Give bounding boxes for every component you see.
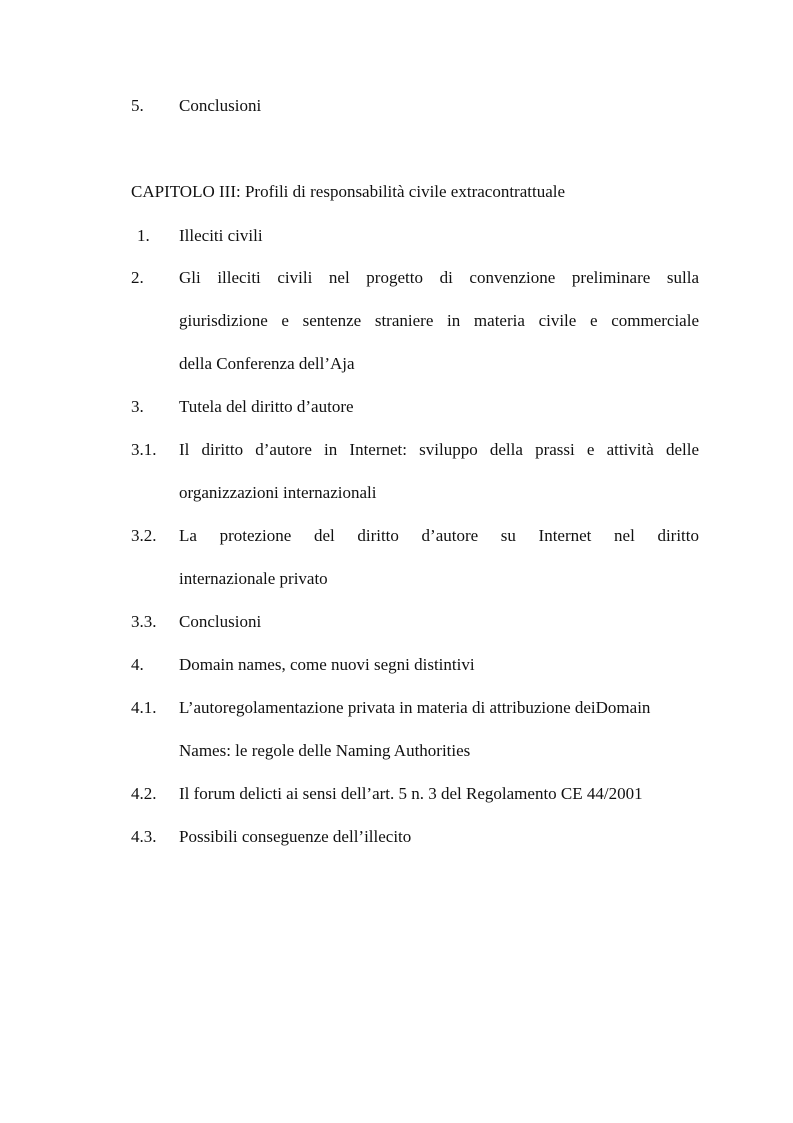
toc-entry-title: Domain names, come nuovi segni distintivi <box>179 655 475 674</box>
toc-entry-title: Il diritto d’autore in Internet: sviluppo della prassi e attività delle <box>179 440 699 459</box>
toc-entry-title: Tutela del diritto d’autore <box>179 397 354 416</box>
toc-entry-number: 4. <box>131 655 144 674</box>
toc-entry-title: Conclusioni <box>179 612 262 631</box>
toc-entry-title: Conclusioni <box>179 96 262 115</box>
toc-entry-title: Il forum delicti ai sensi dell’art. 5 n. 3 del Regolamento CE 44/2001 <box>179 784 643 803</box>
toc-entry-number: 4.3. <box>131 827 157 846</box>
chapter-heading: CAPITOLO III: Profili di responsabilità civile extracontrattuale <box>131 182 566 201</box>
toc-entry-number: 1. <box>137 226 150 245</box>
toc-entry-title: Possibili conseguenze dell’illecito <box>179 827 412 846</box>
toc-entry-title: La protezione del diritto d’autore su Internet nel diritto <box>179 526 699 545</box>
toc-entry-number: 3. <box>131 397 144 416</box>
toc-entry-title-continued: della Conferenza dell’Aja <box>179 354 355 373</box>
toc-entry-number: 3.2. <box>131 526 157 545</box>
toc-entry-number: 3.1. <box>131 440 157 459</box>
toc-entry-number: 4.2. <box>131 784 157 803</box>
toc-entry-title-continued: organizzazioni internazionali <box>179 483 377 502</box>
toc-entry-title: Gli illeciti civili nel progetto di convenzione preliminare sulla <box>179 268 699 287</box>
toc-entry-number: 3.3. <box>131 612 157 631</box>
toc-entry-title-continued: Names: le regole delle Naming Authorities <box>179 741 471 760</box>
toc-entry-title: Illeciti civili <box>179 226 263 245</box>
toc-entry-title-continued: giurisdizione e sentenze straniere in materia civile e commerciale <box>179 311 699 330</box>
toc-entry-number: 4.1. <box>131 698 157 717</box>
toc-entry-number: 2. <box>131 268 144 287</box>
toc-entry-number: 5. <box>131 96 144 115</box>
toc-entry-title-continued: internazionale privato <box>179 569 328 588</box>
toc-entry-title: L’autoregolamentazione privata in materia di attribuzione deiDomain <box>179 698 651 717</box>
